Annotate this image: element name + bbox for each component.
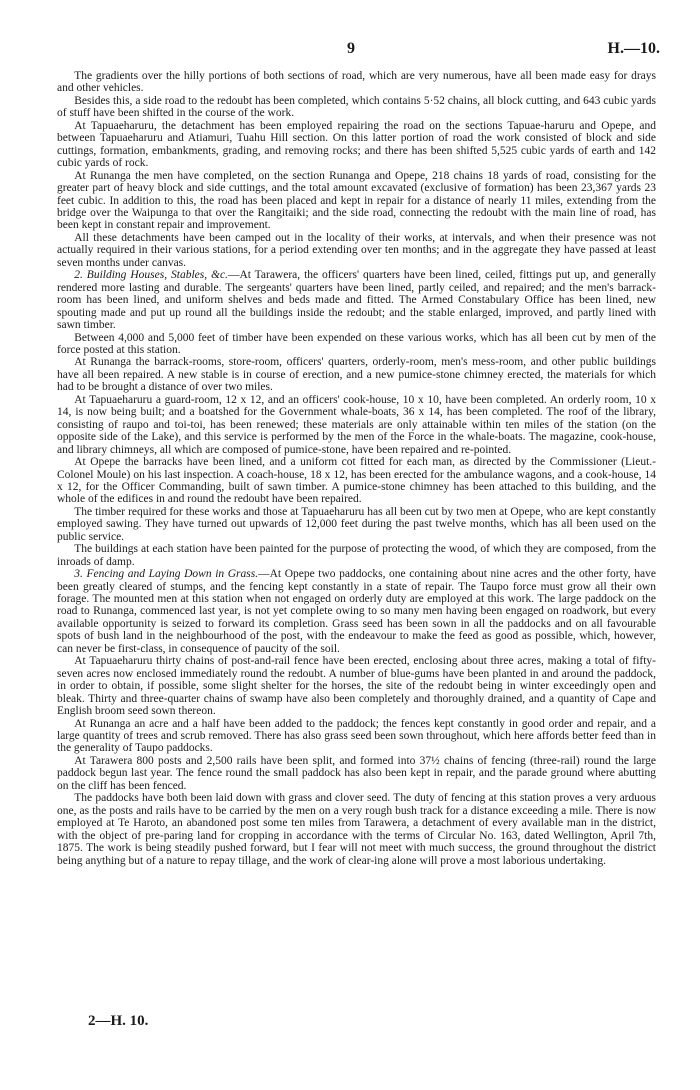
page-number: 9 xyxy=(347,40,355,57)
paragraph: At Tapuaeharuru thirty chains of post-and-rail fence have been erected, enclosing about three acres, making a total of fifty-seven acres now enclosed immediately round the redoubt. A number of blue-gums have been planted in and around the paddock, in order to obtain, if possible, some slight shelter for the horses, the site of the redoubt being in winter exceedingly open and bleak. Thirty and three-quarter chains of swamp have also been completely and thoroughly drained, and a quantity of Cape and English broom seed sown thereon. xyxy=(57,655,656,718)
paragraph: At Opepe the barracks have been lined, and a uniform cot fitted for each man, as directed by the Commissioner (Lieut.-Colonel Moule) on his last inspection. A coach-house, 18 x 12, has been erected for the ambulance wagons, and a cook-house, 14 x 12, for the Officer Commanding, built of sawn timber. A pumice-stone chimney has been attached to this building, and the whole of the edifices in and round the redoubt have been repaired. xyxy=(57,456,656,506)
paragraph: Besides this, a side road to the redoubt has been completed, which contains 5·52 chains, all block cutting, and 643 cubic yards of stuff have been shifted in the course of the work. xyxy=(57,94,656,120)
paragraph: The gradients over the hilly portions of both sections of road, which are very numerous, have all been made easy for drays and other vehicles. xyxy=(57,70,656,95)
signature-mark: 2—H. 10. xyxy=(88,1013,149,1029)
paragraph: At Runanga the men have completed, on the section Runanga and Opepe, 218 chains 18 yards of road, consisting for the greater part of heavy block and side cuttings, and the total amount excavated (exclusive of formation) has been 23,367 yards 23 feet cubic. In addition to this, the road has been placed and kept in repair for a distance of nearly 11 miles, extending from the bridge over the Waipunga to that over the Rangitaiki; and the side road, connecting the redoubt with the main line of road, has been kept in constant repair and improvement. xyxy=(57,169,656,232)
paragraph: At Runanga the barrack-rooms, store-room, officers' quarters, orderly-room, men's mess-room, and other public buildings have all been repaired. A new stable is in course of erection, and a new pumice-stone chimney erected, the materials for which had to be brought a distance of over two miles. xyxy=(57,356,656,394)
paragraph: At Tarawera 800 posts and 2,500 rails have been split, and formed into 37½ chains of fencing (three-rail) round the large paddock begun last year. The fence round the small paddock has also been kept in repair, and the parade ground where abutting on the cliff has been fenced. xyxy=(57,754,656,792)
section-heading: 2. Building Houses, Stables, &c. xyxy=(74,269,228,282)
paragraph: 2. Building Houses, Stables, &c.—At Tarawera, the officers' quarters have been lined, ceiled, fittings put up, and generally rendered more lasting and durable. The sergeants' quarters have been lined, partly ceiled, and repaired; and the men's barrack-room has been lined, and uniform shelves and beds made and fitted. The Armed Constabulary Office has been lined, new spouting made and put up round all the buildings inside the redoubt; and the stable enlarged, improved, and partly lined with sawn timber. xyxy=(57,269,656,332)
paragraph: The buildings at each station have been painted for the purpose of protecting the wood, of which they are composed, from the inroads of damp. xyxy=(57,543,656,568)
paragraph: At Tapuaeharuru a guard-room, 12 x 12, and an officers' cook-house, 10 x 10, have been completed. An orderly room, 10 x 14, is now being built; and a boatshed for the Government whale-boats, 36 x 14, has been completed. The roof of the library, consisting of raupo and toi-toi, has been renewed; these materials are only attainable within ten miles of the station (on the opposite side of the Lake), and this service is performed by the men of the Force in the whale-boats. The magazine, cook-house, and library chimneys, all which are composed of pumice-stone, have been repaired and re-pointed. xyxy=(57,393,656,456)
paragraph: At Runanga an acre and a half have been added to the paddock; the fences kept constantly in good order and repair, and a large quantity of trees and scrub removed. There has also grass seed been sown throughout, which here affords better feed than in the generality of Taupo paddocks. xyxy=(57,717,656,755)
body-text xyxy=(57,70,656,867)
paragraph: Between 4,000 and 5,000 feet of timber have been expended on these various works, which has all been cut by men of the force posted at this station. xyxy=(57,331,656,356)
paragraph: All these detachments have been camped out in the locality of their works, at intervals, and when their presence was not actually required in their various stations, for a period extending over ten months; and in the aggregate they have passed at least seven months under canvas. xyxy=(57,231,656,269)
paragraph: The timber required for these works and those at Tapuaeharuru has all been cut by two men at Opepe, who are kept constantly employed sawing. They have turned out upwards of 12,000 feet during the past twelve months, which has all been used on the public service. xyxy=(57,505,656,543)
paragraph: At Tapuaeharuru, the detachment has been employed repairing the road on the sections Tapuae-haruru and Opepe, and between Tapuaeharuru and Atiamuri, Tuahu Hill section. On this latter portion of road the work consisted of block and side cuttings, formation, embankments, grading, and removing rocks; and there has been shifted 5,525 cubic yards of earth and 142 cubic yards of rock. xyxy=(57,119,656,170)
paragraph: 3. Fencing and Laying Down in Grass.—At Opepe two paddocks, one containing about nine acres and the other forty, have been greatly cleared of stumps, and the fencing kept constantly in a state of repair. The Taupo force must grow all their own forage. The mounted men at this station when not engaged on orderly duty are employed at this work. The large paddock on the road to Runanga, commenced last year, is not yet complete owing to so many men having been engaged on roadwork, but every available opportunity is seized to forward its completion. Grass seed has been sown in all the paddocks and on all favourable spots of bush land in the neighbourhood of the post, with the endeavour to make the feed as good as possible, which, however, can never be first-class, in consequence of paucity of the soil. xyxy=(57,568,656,655)
page-header xyxy=(57,40,660,66)
document-reference: H.—10. xyxy=(607,40,660,57)
paragraph: The paddocks have both been laid down with grass and clover seed. The duty of fencing at this station proves a very arduous one, as the posts and rails have to be carried by the men on a very rough bush track for a distance exceeding a mile. There is now employed at Te Haroto, an abandoned post some ten miles from Tarawera, a detachment of every available man in the district, with the object of pre-paring land for cropping in accordance with the terms of Circular No. 163, dated Wellington, April 7th, 1875. The work is being steadily pushed forward, but I fear will not meet with much success, the ground throughout the district being anything but of a nature to repay tillage, and the work of clear-ing alone will prove a most laborious undertaking. xyxy=(57,792,656,867)
section-heading: 3. Fencing and Laying Down in Grass. xyxy=(74,568,259,581)
